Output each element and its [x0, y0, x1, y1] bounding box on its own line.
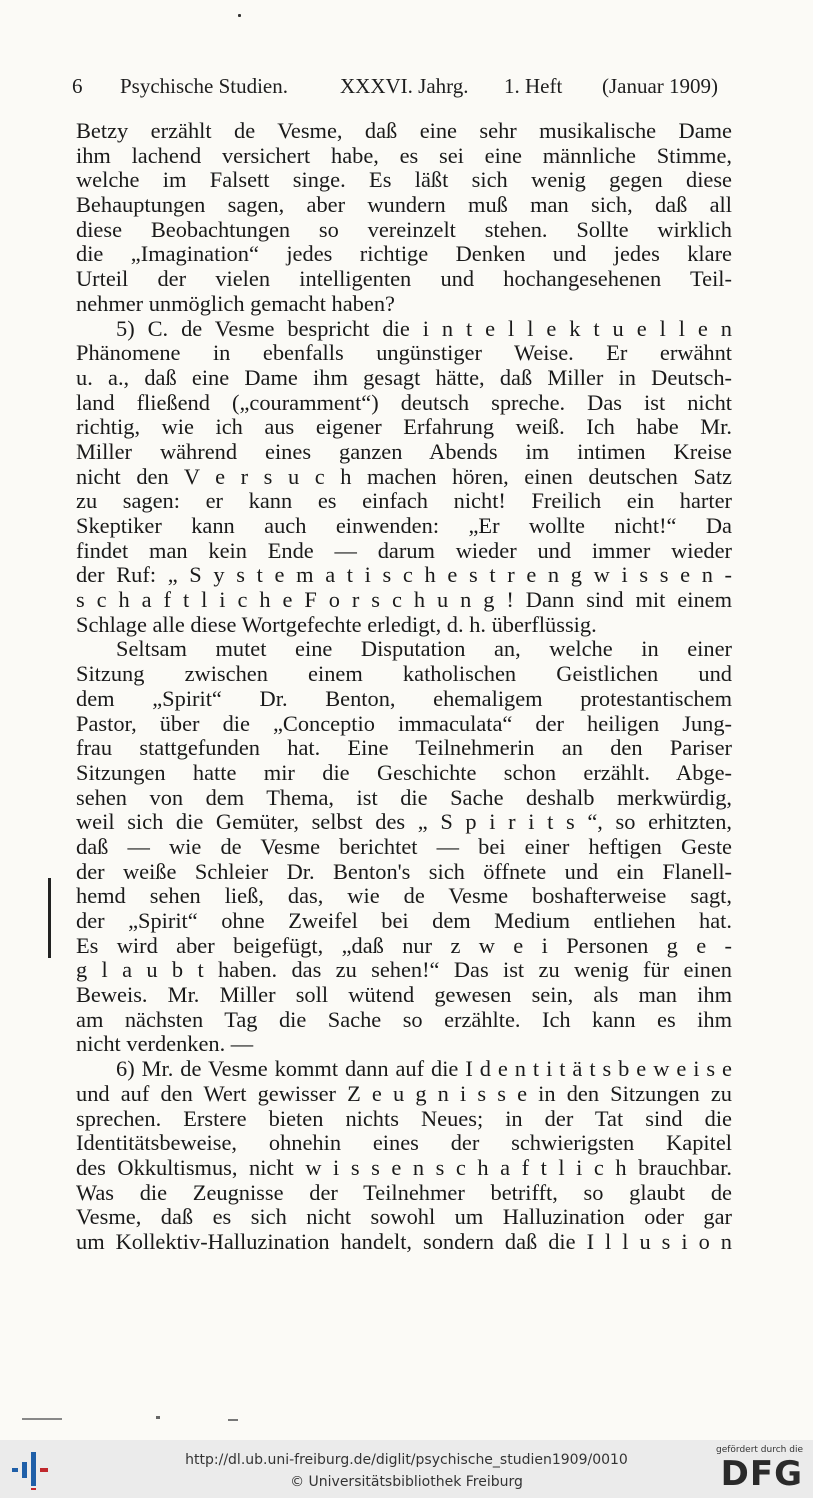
text-line: Behauptungen sagen, aber wundern muß man sich, daß all: [76, 192, 732, 218]
margin-mark: [48, 878, 51, 958]
text-line: der Ruf: „ S y s t e m a t i s c h e s t r e n g w i s s e n -: [76, 562, 732, 588]
text-line: am nächsten Tag die Sache so erzählte. Ich kann es ihm: [76, 1006, 732, 1032]
text-line: weil sich die Gemüter, selbst des „ S p i r i t s “, so erhitzten,: [76, 809, 732, 835]
issue-date: (Januar 1909): [602, 74, 719, 98]
text-line: 5) C. de Vesme bespricht die i n t e l l e k t u e l l e n: [116, 315, 732, 341]
text-line: u. a., daß eine Dame ihm gesagt hätte, daß Miller in Deutsch-: [76, 364, 732, 390]
text-line: Schlage alle diese Wortgefechte erledigt, d. h. überflüssig.: [76, 611, 597, 637]
text-line: Identitätsbeweise, ohnehin eines der schwierigsten Kapitel: [76, 1130, 732, 1156]
dfg-logo: DFG: [720, 1454, 803, 1494]
text-line: 6) Mr. de Vesme kommt dann auf die I d e n t i t ä t s b e w e i s e: [116, 1056, 732, 1082]
library-logo-icon: [10, 1448, 54, 1490]
text-line: ihm lachend versichert habe, es sei eine männliche Stimme,: [76, 142, 732, 168]
text-line: s c h a f t l i c h e F o r s c h u n g ! Dann sind mit einem: [76, 587, 732, 613]
running-header: [72, 74, 738, 104]
journal-title: Psychische Studien.: [120, 74, 288, 98]
text-line: der weiße Schleier Dr. Benton's sich öffnete und ein Flanell-: [76, 858, 732, 884]
text-line: Sitzungen hatte mir die Geschichte schon erzählt. Abge-: [76, 759, 732, 785]
text-line: Phänomene in ebenfalls ungünstiger Weise. Er erwähnt: [76, 340, 732, 366]
text-line: Miller während eines ganzen Abends im intimen Kreise: [76, 438, 732, 464]
text-line: richtig, wie ich aus eigener Erfahrung weiß. Ich habe Mr.: [76, 414, 732, 440]
text-line: sehen von dem Thema, ist die Sache deshalb merkwürdig,: [76, 784, 732, 810]
funding-note: gefördert durch die: [716, 1445, 803, 1455]
text-line: Seltsam mutet eine Disputation an, welche in einer: [116, 636, 732, 662]
text-line: findet man kein Ende — darum wieder und immer wieder: [76, 537, 732, 563]
text-line: frau stattgefunden hat. Eine Teilnehmerin an den Pariser: [76, 735, 732, 761]
scan-speck: [156, 1416, 160, 1419]
scan-speck: [22, 1418, 62, 1420]
text-line: der „Spirit“ ohne Zweifel bei dem Medium entliehen hat.: [76, 908, 732, 933]
text-line: zu sagen: er kann es einfach nicht! Freilich ein harter: [76, 488, 732, 514]
text-line: Betzy erzählt de Vesme, daß eine sehr musikalische Dame: [76, 118, 732, 143]
text-line: daß — wie de Vesme berichtet — bei einer heftigen Geste: [76, 833, 732, 859]
document-url-link[interactable]: http://dl.ub.uni-freiburg.de/diglit/psychische_studien1909/0010: [185, 1452, 628, 1468]
text-line: Beweis. Mr. Miller soll wütend gewesen sein, als man ihm: [76, 982, 732, 1008]
text-line: hemd sehen ließ, das, wie de Vesme boshafterweise sagt,: [76, 883, 732, 909]
text-line: nehmer unmöglich gemacht haben?: [76, 290, 395, 316]
text-line: Vesme, daß es sich nicht sowohl um Halluzination oder gar: [76, 1204, 732, 1230]
issue-label: 1. Heft: [504, 74, 563, 98]
text-line: und auf den Wert gewisser Z e u g n i s s e in den Sitzungen zu: [76, 1080, 732, 1106]
text-line: g l a u b t haben. das zu sehen!“ Das ist zu wenig für einen: [76, 957, 732, 983]
volume-label: XXXVI. Jahrg.: [340, 74, 469, 98]
text-line: die „Imagination“ jedes richtige Denken und jedes klare: [76, 241, 732, 267]
text-line: nicht verdenken. —: [76, 1031, 254, 1057]
text-line: Sitzung zwischen einem katholischen Geistlichen und: [76, 661, 732, 687]
repository-footer: [0, 1440, 813, 1498]
text-line: des Okkultismus, nicht w i s s e n s c h a f t l i c h brauchbar.: [76, 1154, 732, 1180]
text-line: nicht den V e r s u c h machen hören, einen deutschen Satz: [76, 463, 732, 489]
text-line: welche im Falsett singe. Es läßt sich wenig gegen diese: [76, 167, 732, 193]
text-line: land fließend („couramment“) deutsch spreche. Das ist nicht: [76, 389, 732, 415]
page-number: 6: [72, 74, 83, 98]
copyright-notice: © Universitätsbibliothek Freiburg: [290, 1474, 523, 1490]
text-line: sprechen. Erstere bieten nichts Neues; in der Tat sind die: [76, 1105, 732, 1131]
text-line: Was die Zeugnisse der Teilnehmer betrifft, so glaubt de: [76, 1179, 732, 1205]
text-line: um Kollektiv-Halluzination handelt, sondern daß die I l l u s i o n: [76, 1228, 732, 1254]
text-line: dem „Spirit“ Dr. Benton, ehemaligem protestantischem: [76, 685, 732, 711]
body-text: [76, 119, 732, 1255]
text-line: diese Beobachtungen so vereinzelt stehen. Sollte wirklich: [76, 216, 732, 242]
text-line: Es wird aber beigefügt, „daß nur z w e i Personen g e -: [76, 932, 732, 958]
text-line: Skeptiker kann auch einwenden: „Er wollte nicht!“ Da: [76, 513, 732, 538]
scan-speck: [228, 1419, 238, 1421]
scan-speck: [238, 14, 241, 17]
text-line: Pastor, über die „Conceptio immaculata“ der heiligen Jung-: [76, 710, 732, 736]
text-line: Urteil der vielen intelligenten und hochangesehenen Teil-: [76, 266, 732, 292]
